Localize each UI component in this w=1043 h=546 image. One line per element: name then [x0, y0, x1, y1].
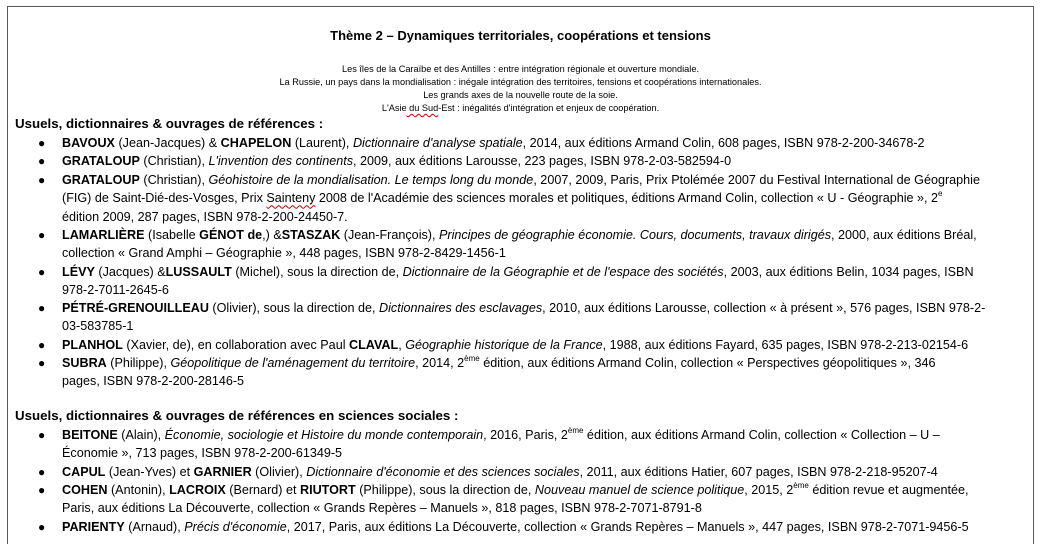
reference-entry: ● PLANHOL (Xavier, de), en collaboration avec Paul CLAVAL, Géographie historique de la France, 1988, aux éditions Fayard, 635 pages, ISBN 978-2-213-02154-6 — [62, 336, 1030, 354]
bullet-icon: ● — [38, 136, 46, 150]
reference-entry: ● LÉVY (Jacques) &LUSSAULT (Michel), sous la direction de, Dictionnaire de la Géographie et de l'espace des sociétés, 2003, aux éditions Belin, 1034 pages, ISBN 978-2-7011-2645-6 — [38, 265, 974, 298]
reference-entry: ● LAMARLIÈRE (Isabelle GÉNOT de,) &STASZAK (Jean-François), Principes de géographie économie. Cours, documents, travaux dirigés, 2000, aux éditions Bréal, collection « Grand Amphi – Géographie », 448 pages, ISBN 978-2-8429-1456-1 — [38, 228, 977, 261]
theme-subtitle: Les grands axes de la nouvelle route de la soie. — [423, 90, 618, 100]
bullet-icon: ● — [38, 301, 46, 315]
bullet-icon: ● — [38, 154, 46, 168]
reference-entry: ● CAPUL (Jean-Yves) et GARNIER (Olivier), Dictionnaire d'économie et des sciences sociales, 2011, aux éditions Hatier, 607 pages, ISBN 978-2-218-95207-4 — [62, 463, 1030, 481]
document-page — [7, 6, 1034, 544]
reference-entry: ● PÉTRÉ-GRENOUILLEAU (Olivier), sous la direction de, Dictionnaires des esclavages, 2010, aux éditions Larousse, collection « à présent », 576 pages, ISBN 978-2- 03-583785-1 — [38, 301, 986, 334]
bullet-icon: ● — [38, 338, 46, 352]
section-heading: Usuels, dictionnaires & ouvrages de références en sciences sociales : — [15, 408, 459, 423]
reference-entry: ● COHEN (Antonin), LACROIX (Bernard) et RIUTORT (Philippe), sous la direction de, Nouveau manuel de science politique, 2015, 2ème édition revue et augmentée, Paris, aux éditions La Découverte, collection « Grands Repères – Manuels », 818 pages, ISBN 978-2-7071-8791-8 — [38, 481, 969, 516]
reference-entry: ● BAVOUX (Jean-Jacques) & CHAPELON (Laurent), Dictionnaire d'analyse spatiale, 2014, aux éditions Armand Colin, 608 pages, ISBN 978-2-200-34678-2 — [62, 134, 1030, 152]
theme-subtitle: L'Asie du Sud-Est : inégalités d'intégration et enjeux de coopération. — [381, 103, 660, 113]
reference-entry: ● PARIENTY (Arnaud), Précis d'économie, 2017, Paris, aux éditions La Découverte, collection « Grands Repères – Manuels », 447 pages, ISBN 978-2-7071-9456-5 — [62, 518, 1030, 536]
reference-entry: ● SUBRA (Philippe), Géopolitique de l'aménagement du territoire, 2014, 2ème édition, aux éditions Armand Colin, collection « Perspectives géopolitiques », 346 pages, ISBN 978-2-200-28146-5 — [38, 354, 936, 389]
page-title: Thème 2 – Dynamiques territoriales, coopérations et tensions — [330, 28, 711, 43]
bullet-icon: ● — [38, 356, 46, 370]
bullet-icon: ● — [38, 265, 46, 279]
bullet-icon: ● — [38, 520, 46, 534]
reference-entry: ● BEITONE (Alain), Économie, sociologie et Histoire du monde contemporain, 2016, Paris, 2ème édition, aux éditions Armand Colin, collection « Collection – U – Économie », 713 pages, ISBN 978-2-200-61349-5 — [38, 426, 940, 461]
theme-subtitle: Les îles de la Caraïbe et des Antilles : entre intégration régionale et ouverture mondiale. — [342, 64, 699, 74]
theme-subtitle: La Russie, un pays dans la mondialisation : inégale intégration des territoires, tensions et coopérations internationales. — [279, 77, 762, 87]
section-heading: Usuels, dictionnaires & ouvrages de références : — [15, 116, 324, 131]
bullet-icon: ● — [38, 228, 46, 242]
bullet-icon: ● — [38, 428, 46, 442]
bullet-icon: ● — [38, 465, 46, 479]
reference-entry: ● GRATALOUP (Christian), Géohistoire de la mondialisation. Le temps long du monde, 2007, 2009, Paris, Prix Ptolémée 2007 du Festival International de Géographie (FIG) de Saint-Dié-des-Vosges, Prix Sainteny 2008 de l'Académie des sciences morales et politiques, éditions Armand Colin, collection « U - Géographie », 2e édition 2009, 287 pages, ISBN 978-2-200-24450-7. — [38, 173, 980, 224]
reference-entry: ● GRATALOUP (Christian), L'invention des continents, 2009, aux éditions Larousse, 223 pages, ISBN 978-2-03-582594-0 — [62, 152, 1030, 170]
bullet-icon: ● — [38, 173, 46, 187]
bullet-icon: ● — [38, 483, 46, 497]
